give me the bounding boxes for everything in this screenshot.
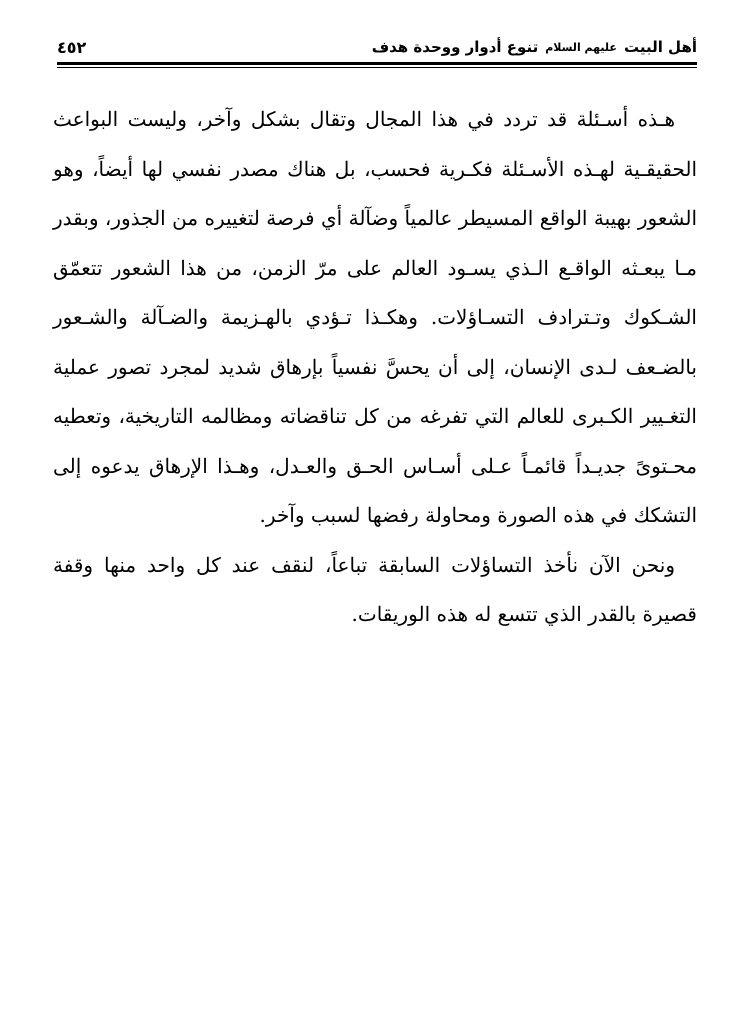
header-title-main: أهل البيت [623, 38, 697, 56]
paragraph-2: ونحن الآن نأخذ التساؤلات السابقة تباعاً، لنقف عند كل واحد منها وقفة قصيرة بالقدر الذي تتسع له هذه الوريقات. [53, 552, 697, 626]
body-text [53, 95, 697, 640]
header-honorific: عليهم السلام [545, 40, 617, 54]
header-rule-thick [57, 62, 697, 65]
paragraph-1: هـذه أسـئلة قد تردد في هذا المجال وتقال بشكل وآخر، وليست البواعث الحقيقـية لهـذه الأسـئلة فكـرية فحسب، بل هناك مصدر نفسي لها أيضاً، وهو الشعور بهيبة الواقع المسيطر عالمياً وضآلة أي فرصة لتغييره من الجذور، وبقدر مـا يبعـثه الواقـع الـذي يسـود العالم على مرّ الزمن، من هذا الشعور تتعمّق الشـكوك وتـترادف التسـاؤلات. وهكـذا تـؤدي بالهـزيمة والضـآلة والشـعور بالضـعف لـدى الإنسان، إلى أن يحسَّ نفسياً بإرهاق شديد لمجرد تصور عملية التغـيير الكـبرى للعالم التي تفرغه من كل تناقضاته ومظالمه التاريخية، وتعطيه محـتوىً جديـداً قائمـاً عـلى أسـاس الحـق والعـدل، وهـذا الإرهاق يدعوه إلى التشكك في هذه الصورة ومحاولة رفضها لسبب وآخر. [53, 107, 697, 527]
header-rule-thin [57, 67, 697, 68]
header-title-sub: تنوع أدوار ووحدة هدف [371, 38, 539, 56]
page-number: ٤٥٢ [57, 37, 87, 57]
running-header [57, 34, 697, 60]
header-title [372, 38, 697, 56]
